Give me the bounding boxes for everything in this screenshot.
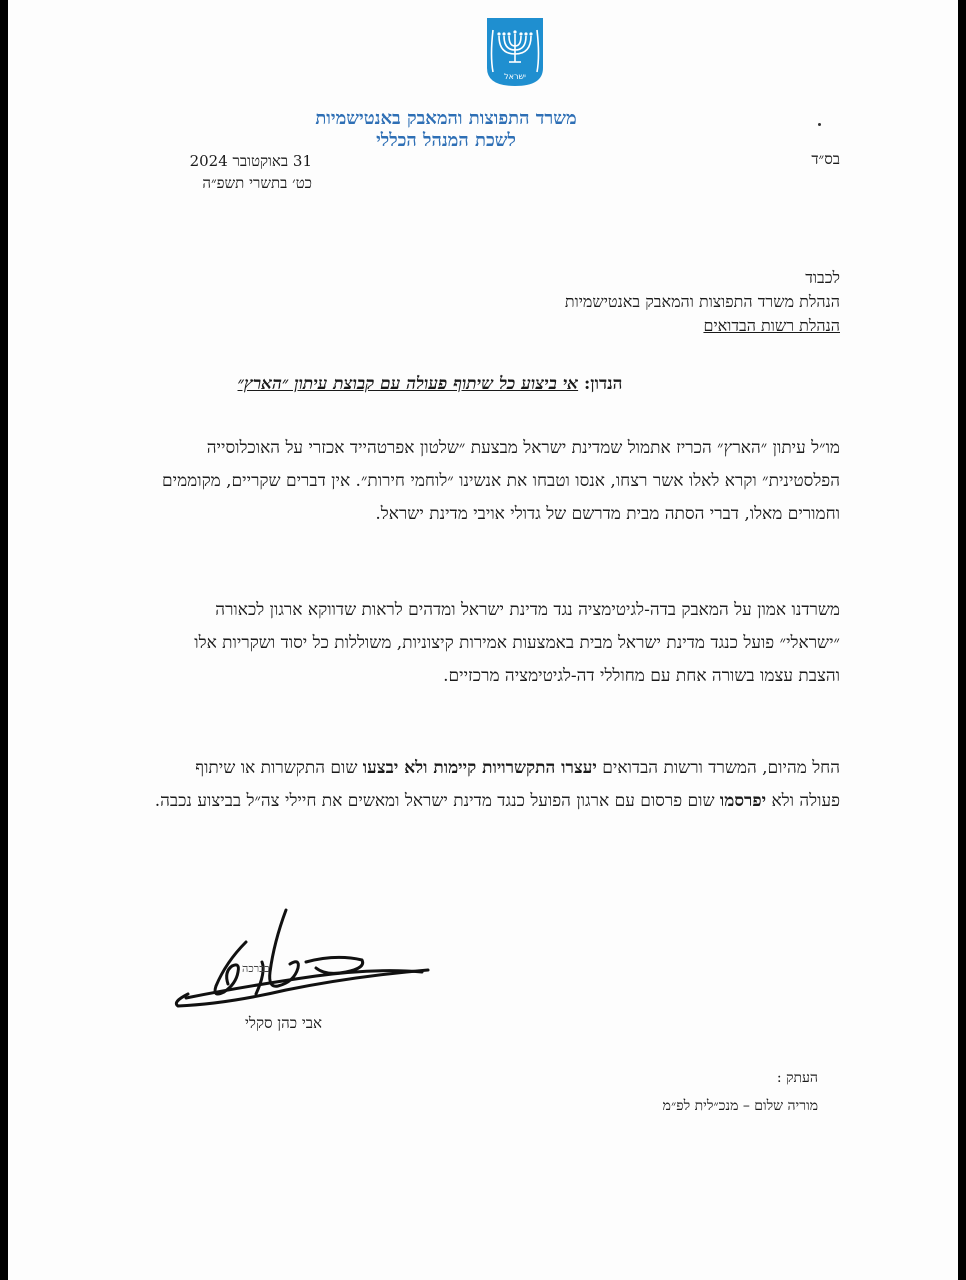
office-name: לשכת המנהל הכללי [376, 130, 516, 151]
subject-label: הנדון: [584, 374, 623, 394]
ministry-name: משרד התפוצות והמאבק באנטישמיות [315, 108, 577, 129]
copy-label: העתק : [776, 1070, 818, 1086]
signature-image [166, 902, 436, 1012]
p3-part-1: החל מהיום, המשרד ורשות הבדואים [596, 758, 840, 778]
date-gregorian: 31 באוקטובר 2024 [189, 152, 312, 170]
copy-block [663, 1064, 818, 1120]
date-hebrew: כט׳ בתשרי תשפ״ה [202, 174, 312, 192]
p3-part-3: שום פרסום עם ארגון הפועל כנגד מדינת ישראל ומאשים את חיילי צה״ל בביצוע נכבה. [154, 791, 720, 811]
emblem-label: ישראל [504, 72, 526, 81]
addressee-recipient-2: הנהלת רשות הבדואים [703, 316, 840, 335]
body-paragraph-3 [150, 752, 840, 818]
letter-page [8, 0, 958, 1280]
ministry-header [246, 108, 646, 152]
signature-greeting: בברכה [242, 962, 270, 975]
decorative-dot [818, 123, 821, 126]
addressee-salutation: לכבוד [805, 268, 840, 287]
body-paragraph-2: משרדנו אמון על המאבק בדה-לגיטימציה נגד מדינת ישראל ומדהים לראות שדווקא ארגון לכאורה ״ישראלי״ פועל כנגד מדינת ישראל מבית באמצעות אמירות קיצוניות, משוללות כל יסוד ושקריות אלו והצבת עצמו בשורה אחת עם מחוללי דה-לגיטימציה מרכזיים. [194, 600, 840, 686]
p3-bold-1: יעצרו התקשרויות קיימות ולא יבצעו [362, 758, 597, 778]
copy-recipient: מוריה שלום – מנכ״לית לפ״מ [662, 1098, 818, 1114]
subject-line [130, 374, 730, 394]
letter-dates [190, 150, 312, 194]
signer-name: אבי כהן סקלי [245, 1014, 322, 1032]
bsd-mark: בס״ד [811, 150, 840, 168]
p3-bold-2: יפרסמו [719, 791, 767, 811]
addressee-recipient-1: הנהלת משרד התפוצות והמאבק באנטישמיות [564, 292, 840, 311]
addressee-block [565, 266, 840, 338]
state-emblem-icon [485, 16, 545, 88]
body-paragraph-1: מו״ל עיתון ״הארץ״ הכריז אתמול שמדינת ישראל מבצעת ״שלטון אפרטהייד אכזרי על האוכלוסייה הפלסטינית״ וקרא לאלו אשר רצחו, אנסו וטבחו את אנשינו ״לוחמי חירות״. אין דברים שקריים, מקוממים וחמורים מאלו, דברי הסתה מבית מדרשם של גדולי אויבי מדינת ישראל. [162, 438, 840, 524]
subject-text: אי ביצוע כל שיתוף פעולה עם קבוצת עיתון ״הארץ״ [237, 374, 579, 394]
p3-part-2: שום התקשרות או שיתוף פעולה ולא [195, 758, 840, 811]
